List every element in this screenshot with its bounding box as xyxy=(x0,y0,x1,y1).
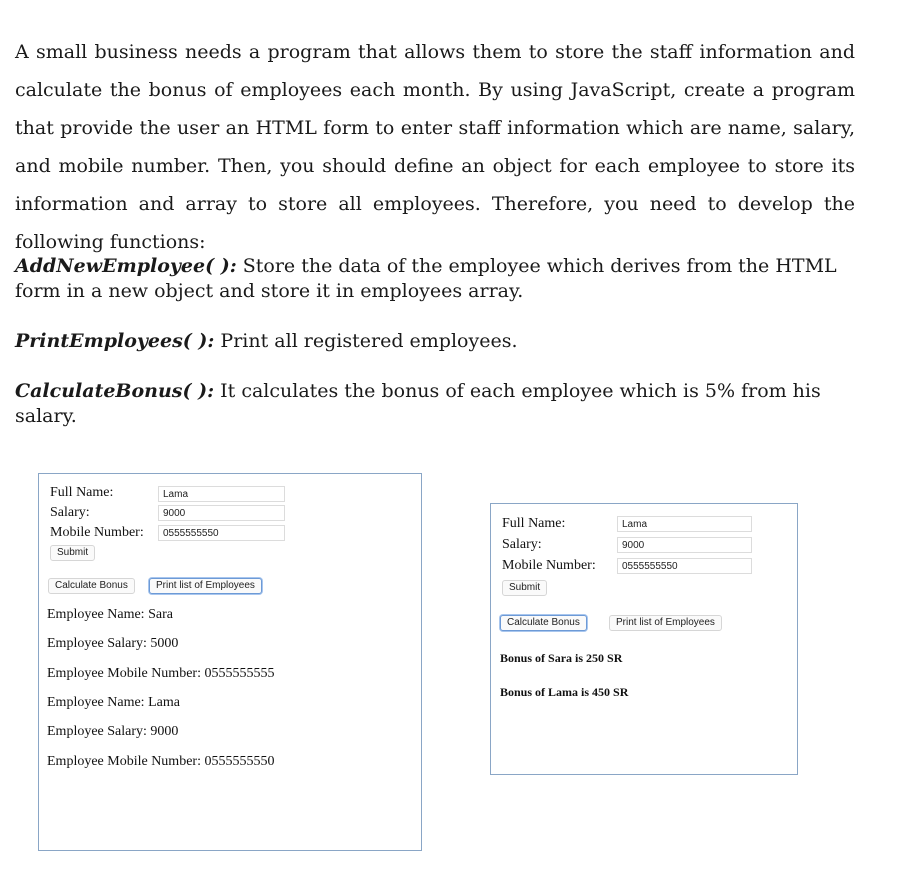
calculate-bonus-button[interactable]: Calculate Bonus xyxy=(48,578,135,594)
submit-button[interactable]: Submit xyxy=(502,580,547,596)
screenshot-bonus-output xyxy=(490,503,798,775)
function-description: It calculates the bonus of each employee which is 5% from his salary. xyxy=(15,380,821,427)
mobile-input[interactable]: 0555555550 xyxy=(617,558,752,574)
intro-paragraph: A small business needs a program that allows them to store the staff information and calculate the bonus of employees each month. By using JavaScript, create a program that provide the user an HTML form to enter staff information which are name, salary, and mobile number. Then, you should define an object for each employee to store its information and array to store all employees. Therefore, you need to develop the following functions: xyxy=(15,41,855,253)
calculate-bonus-button[interactable]: Calculate Bonus xyxy=(500,615,587,631)
output-line: Employee Salary: 9000 xyxy=(47,724,179,739)
screenshot-employee-list xyxy=(38,473,422,851)
output-line: Employee Name: Lama xyxy=(47,695,180,710)
output-line: Employee Salary: 5000 xyxy=(47,636,179,651)
bonus-output-line: Bonus of Sara is 250 SR xyxy=(500,651,623,665)
full-name-label: Full Name: xyxy=(50,485,114,500)
function-name: CalculateBonus( ): xyxy=(15,380,215,402)
print-employees-button[interactable]: Print list of Employees xyxy=(609,615,722,631)
function-name: PrintEmployees( ): xyxy=(15,330,215,352)
mobile-label: Mobile Number: xyxy=(502,558,596,573)
submit-button[interactable]: Submit xyxy=(50,545,95,561)
mobile-input[interactable]: 0555555550 xyxy=(158,525,285,541)
full-name-label: Full Name: xyxy=(502,516,566,531)
mobile-label: Mobile Number: xyxy=(50,525,144,540)
function-print-employees xyxy=(15,329,865,354)
salary-label: Salary: xyxy=(502,537,542,552)
print-employees-button[interactable]: Print list of Employees xyxy=(149,578,262,594)
function-calculate-bonus xyxy=(15,379,865,429)
output-line: Employee Mobile Number: 0555555550 xyxy=(47,754,275,769)
full-name-input[interactable]: Lama xyxy=(158,486,285,502)
function-name: AddNewEmployee( ): xyxy=(15,255,237,277)
bonus-output-line: Bonus of Lama is 450 SR xyxy=(500,685,629,699)
full-name-input[interactable]: Lama xyxy=(617,516,752,532)
output-line: Employee Mobile Number: 0555555555 xyxy=(47,666,275,681)
function-add-new-employee xyxy=(15,254,865,304)
output-line: Employee Name: Sara xyxy=(47,607,173,622)
salary-label: Salary: xyxy=(50,505,90,520)
function-description: Store the data of the employee which derives from the HTML form in a new object and store it in employees array. xyxy=(15,255,837,302)
salary-input[interactable]: 9000 xyxy=(617,537,752,553)
function-description: Print all registered employees. xyxy=(214,330,518,352)
salary-input[interactable]: 9000 xyxy=(158,505,285,521)
